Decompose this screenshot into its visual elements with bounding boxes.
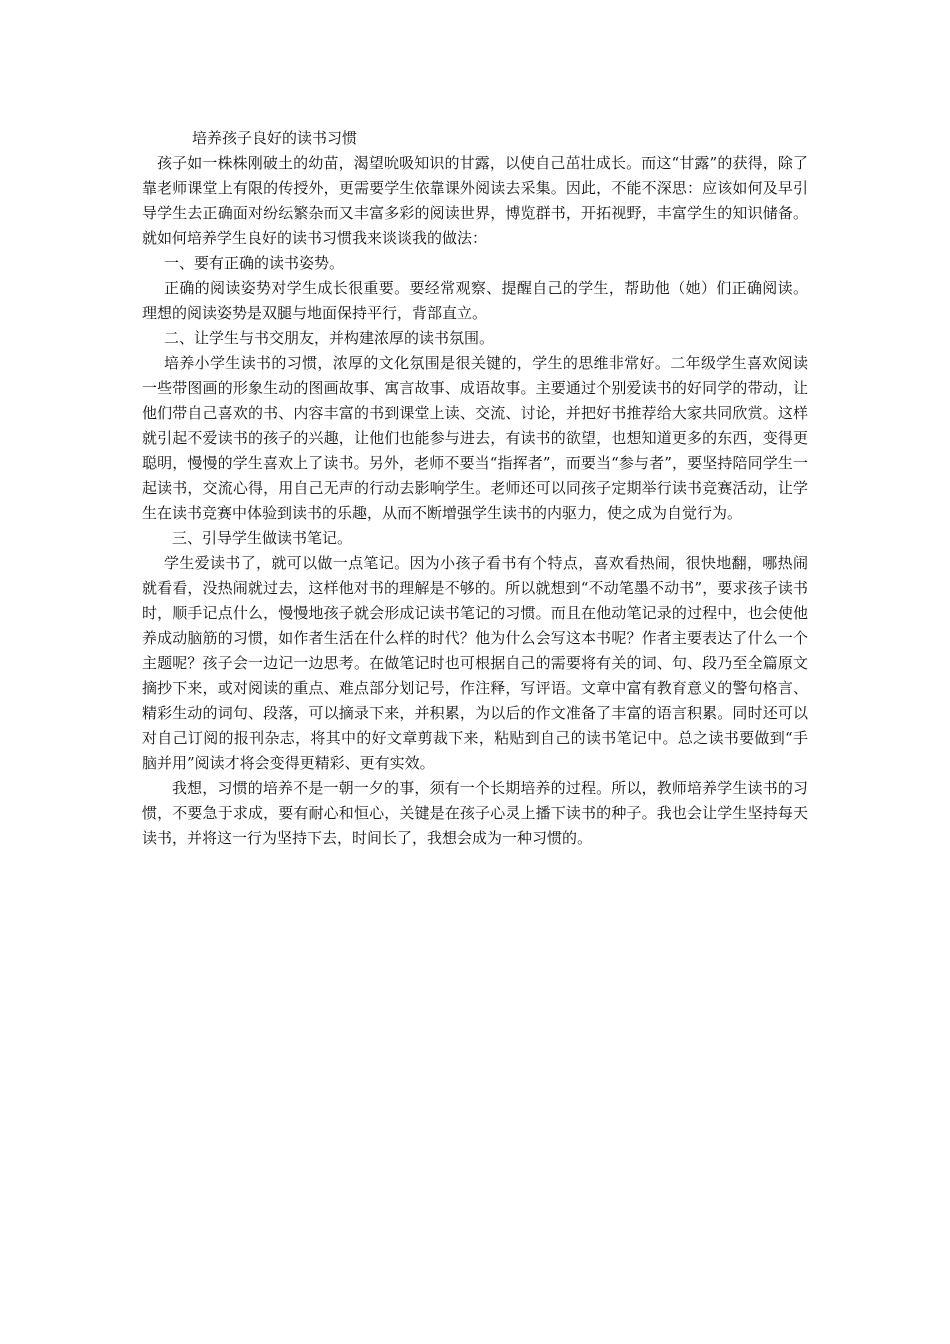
- intro-paragraph: 孩子如一株株刚破土的幼苗，渴望吮吸知识的甘露，以使自己茁壮成长。而这“甘露”的获得，除了靠老师课堂上有限的传授外，更需要学生依靠课外阅读去采集。因此，不能不深思：应该如何及早引导学生去正确面对纷纭繁杂而又丰富多彩的阅读世界，博览群书，开拓视野，丰富学生的知识储备。就如何培养学生良好的读书习惯我来谈谈我的做法：: [142, 154, 808, 247]
- section-paragraph-1: 正确的阅读姿势对学生成长很重要。要经常观察、提醒自己的学生，帮助他（她）们正确阅读。理想的阅读姿势是双腿与地面保持平行，背部直立。: [142, 279, 808, 322]
- document-page: [142, 126, 808, 851]
- closing-paragraph: 我想，习惯的培养不是一朝一夕的事，须有一个长期培养的过程。所以，教师培养学生读书的习惯，不要急于求成，要有耐心和恒心，关键是在孩子心灵上播下读书的种子。我也会让学生坚持每天读书，并将这一行为坚持下去，时间长了，我想会成为一种习惯的。: [142, 779, 808, 847]
- section-heading-3: 三、引导学生做读书笔记。: [172, 529, 353, 547]
- section-paragraph-3: 学生爱读书了，就可以做一点笔记。因为小孩子看书有个特点，喜欢看热闹，很快地翻，哪热闹就看看，没热闹就过去，这样他对书的理解是不够的。所以就想到“不动笔墨不动书”，要求孩子读书时，顺手记点什么，慢慢地孩子就会形成记读书笔记的习惯。而且在他动笔记录的过程中，也会使他养成动脑筋的习惯，如作者生活在什么样的时代？他为什么会写这本书呢？作者主要表达了什么一个主题呢？孩子会一边记一边思考。在做笔记时也可根据自己的需要将有关的词、句、段乃至全篇原文摘抄下来，或对阅读的重点、难点部分划记号，作注释，写评语。文章中富有教育意义的警句格言、精彩生动的词句、段落，可以摘录下来，并积累，为以后的作文准备了丰富的语言积累。同时还可以对自己订阅的报刊杂志，将其中的好文章剪裁下来，粘贴到自己的读书笔记中。总之读书要做到“手脑并用”阅读才将会变得更精彩、更有实效。: [142, 554, 808, 772]
- section-heading-2: 二、让学生与书交朋友，并构建浓厚的读书氛围。: [164, 329, 495, 347]
- section-heading-1: 一、要有正确的读书姿势。: [164, 254, 345, 272]
- section-paragraph-2: 培养小学生读书的习惯，浓厚的文化氛围是很关键的，学生的思维非常好。二年级学生喜欢阅读一些带图画的形象生动的图画故事、寓言故事、成语故事。主要通过个别爱读书的好同学的带动，让他们带自己喜欢的书、内容丰富的书到课堂上读、交流、讨论，并把好书推荐给大家共同欣赏。这样就引起不爱读书的孩子的兴趣，让他们也能参与进去，有读书的欲望，也想知道更多的东西，变得更聪明，慢慢的学生喜欢上了读书。另外，老师不要当“指挥者”，而要当“参与者”，要坚持陪同学生一起读书，交流心得，用自己无声的行动去影响学生。老师还可以同孩子定期举行读书竞赛活动，让学生在读书竞赛中体验到读书的乐趣，从而不断增强学生读书的内驱力，使之成为自觉行为。: [142, 354, 808, 522]
- document-title: 培养孩子良好的读书习惯: [192, 129, 358, 147]
